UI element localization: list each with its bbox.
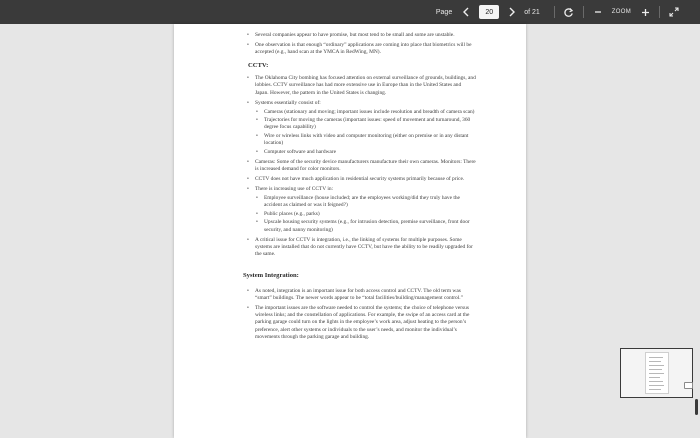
rotate-icon[interactable] — [561, 4, 577, 20]
page-content — [243, 32, 476, 344]
sublist-item: • Wire or wireless links with video and computer monitoring (either on premise or in any distant location) — [255, 133, 476, 147]
zoom-label: ZOOM — [611, 9, 631, 15]
sublist-item: • Cameras (stationary and moving; important issues include resolution and breadth of camera scan) — [255, 109, 476, 116]
sublist-item: • Trajectories for moving the cameras (important issues: speed of movement and turnaround, 360 degree focus capability) — [255, 117, 476, 131]
list-item: • The Oklahoma City bombing has focused attention on external surveillance of grounds, buildings, and lobbies. CCTV surveillance has had more extensive use in Europe than in the United States and Japan. However, the pattern in the United States is changing. — [246, 75, 476, 96]
list-item: • The important issues are the software needed to control the systems; the choice of telephone versus wireless links; and the constellation of applications. For example, the swipe of an access card at the parking garage could turn on the lights in the employee’s work area, adjust heating to the person’s preference, alert other systems or individuals to the user’s needs, and monitor the individual’s movements through the parking garage and building. — [246, 305, 476, 340]
list-item: • Several companies appear to have promise, but most tend to be small and some are unstable. — [246, 32, 476, 39]
viewer-toolbar — [0, 0, 700, 24]
thumbnail-line — [649, 381, 663, 382]
list-item: • As noted, integration is an important issue for both access control and CCTV. The old term was “smart” buildings. The newer words appear to be “total facilities/building/management control.” — [246, 288, 476, 302]
document-page — [174, 24, 526, 438]
cctv-list — [246, 75, 476, 258]
page-navigation — [436, 4, 548, 20]
thumbnail-line — [649, 373, 664, 374]
sublist-item: • Upscale housing security systems (e.g., for intrusion detection, premise surveillance, front door security, and nanny monitoring) — [255, 219, 476, 233]
thumbnail-page-preview[interactable] — [645, 352, 669, 394]
toolbar-divider — [583, 6, 584, 18]
sublist-item: • Public places (e.g., parks) — [255, 211, 476, 218]
toolbar-divider — [659, 6, 660, 18]
list-item — [246, 100, 476, 156]
sublist-item: • Computer software and hardware — [255, 149, 476, 156]
zoom-controls — [590, 4, 653, 20]
integration-list — [246, 288, 476, 341]
section-heading-cctv: CCTV: — [248, 62, 269, 70]
toolbar-divider — [554, 6, 555, 18]
chevron-left-icon[interactable] — [458, 4, 474, 20]
thumbnail-line — [649, 369, 662, 370]
minus-icon[interactable] — [590, 4, 606, 20]
page-number-input[interactable] — [479, 5, 499, 19]
list-item: • One observation is that enough “ordinary” applications are coming into place that biometrics will be accepted (e.g., hand scan at the YMCA in RedWing, MN). — [246, 42, 476, 56]
thumbnail-line — [649, 385, 664, 386]
thumbnail-line — [649, 389, 661, 390]
list-item: • A critical issue for CCTV is integration, i.e., the linking of systems for multiple purposes. Some systems are installed that do not currently have CCTV, but have the ability to be readily upgraded for the same. — [246, 237, 476, 258]
scrollbar-thumb[interactable] — [695, 399, 698, 415]
list-item-text: There is increasing use of CCTV in: — [255, 186, 334, 193]
uses-sublist — [255, 195, 476, 233]
section-heading-system-integration: System Integration: — [243, 271, 299, 279]
thumbnail-line — [649, 357, 663, 358]
chevron-right-icon[interactable] — [504, 4, 520, 20]
systems-sublist — [255, 109, 476, 156]
list-item: • Cameras: Some of the security device manufacturers manufacture their own cameras. Monitors: There is increased demand for color monitors. — [246, 159, 476, 173]
list-item: • CCTV does not have much application in residential security systems primarily because of price. — [246, 176, 476, 183]
list-item-text: Systems essentially consist of: — [255, 99, 321, 106]
fullscreen-icon[interactable] — [666, 4, 682, 20]
page-label: Page — [435, 8, 453, 16]
sublist-item: • Employee surveillance (house included; are the employees working/did they truly have the accident as claimed or was it feigned?) — [255, 195, 476, 209]
total-pages-label: of 21 — [524, 8, 540, 16]
thumbnail-line — [649, 361, 661, 362]
page-thumbnail-navigator[interactable] — [620, 348, 693, 398]
list-item — [246, 186, 476, 234]
intro-list — [246, 32, 476, 56]
thumbnail-toggle-icon[interactable] — [684, 382, 693, 389]
thumbnail-line — [649, 365, 664, 366]
plus-icon[interactable] — [637, 4, 653, 20]
thumbnail-line — [649, 377, 660, 378]
